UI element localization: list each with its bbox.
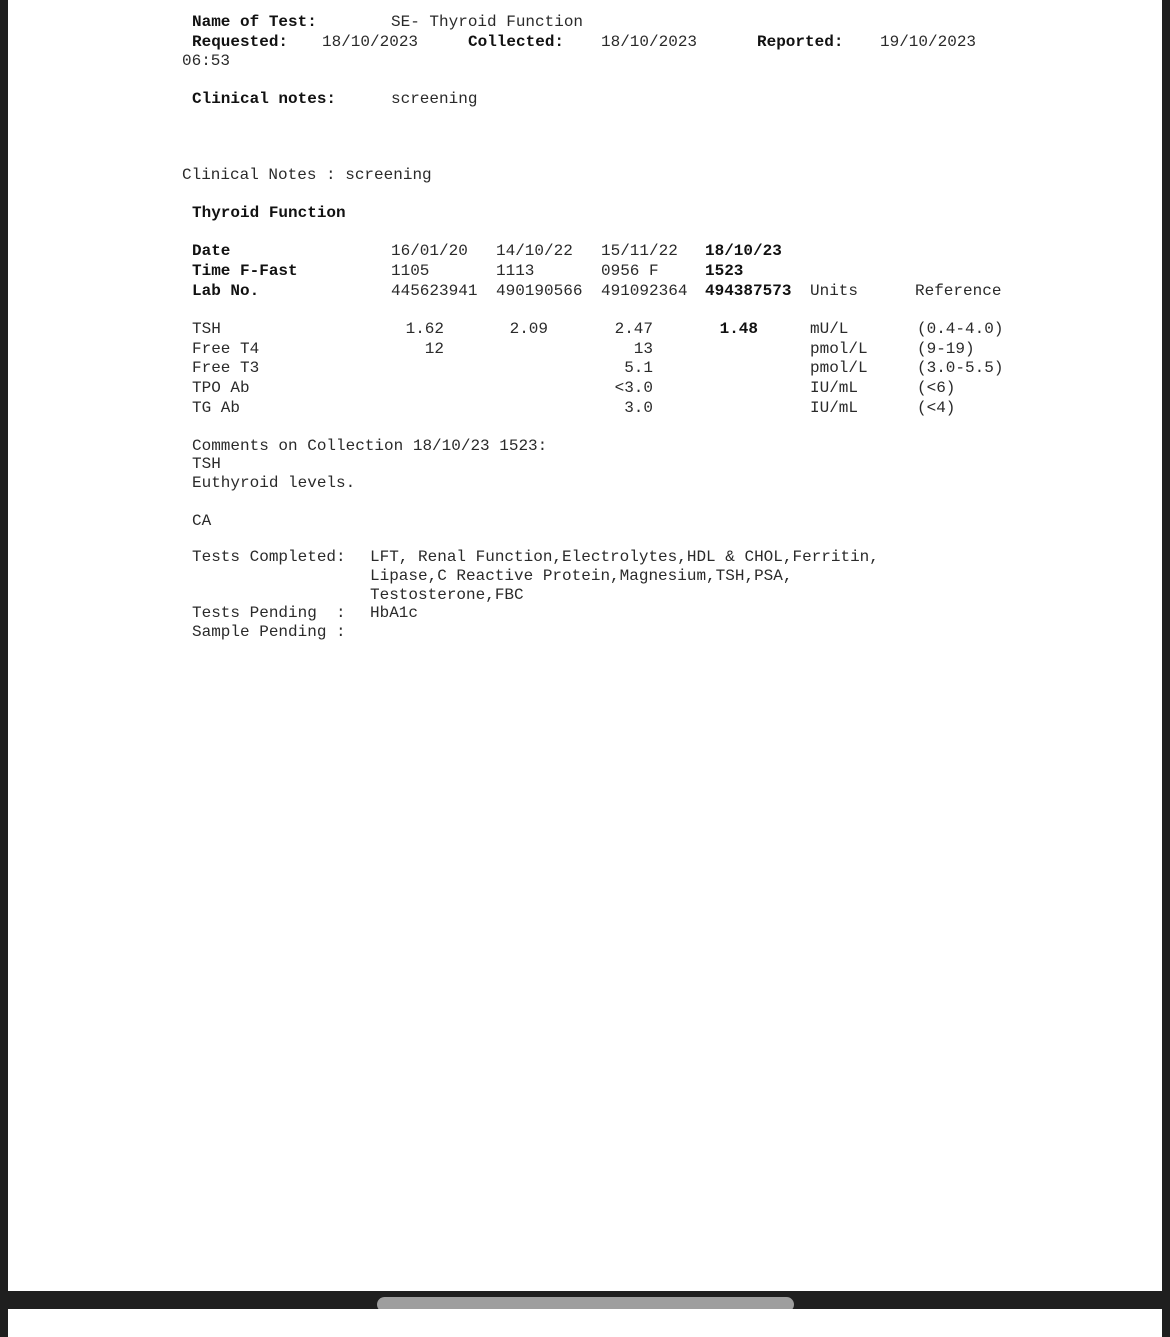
result-value: 2.47 [614, 320, 653, 338]
clinical-notes-value: screening [391, 90, 478, 108]
next-page-edge [8, 1309, 1162, 1337]
col4-lab-no: 494387573 [705, 282, 792, 300]
comments-initials: CA [192, 512, 212, 530]
col4-time: 1523 [705, 262, 744, 280]
row-label-lab-no: Lab No. [192, 282, 260, 300]
reference-header: Reference [915, 282, 1002, 300]
row-label-time: Time F-Fast [192, 262, 298, 280]
col1-time: 1105 [391, 262, 430, 280]
units-value: IU/mL [810, 379, 859, 397]
collected-date: 18/10/2023 [601, 33, 698, 51]
result-value: 5.1 [624, 359, 653, 377]
units-header: Units [810, 282, 859, 300]
result-value: 13 [633, 340, 653, 358]
col1-lab-no: 445623941 [391, 282, 478, 300]
units-value: IU/mL [810, 399, 859, 417]
result-value: 12 [424, 340, 444, 358]
comments-heading: Comments on Collection 18/10/23 1523: [192, 437, 548, 455]
reported-label: Reported: [757, 33, 844, 51]
name-of-test-label: Name of Test: [192, 13, 317, 31]
comments-line: Euthyroid levels. [192, 474, 356, 492]
result-value: 2.09 [509, 320, 548, 338]
result-value: <3.0 [614, 379, 653, 397]
tests-pending-label: Tests Pending : [192, 604, 346, 622]
col2-lab-no: 490190566 [496, 282, 583, 300]
tests-completed-label: Tests Completed: [192, 548, 346, 566]
col3-time: 0956 F [601, 262, 659, 280]
reference-range: (3.0-5.5) [917, 359, 1004, 377]
col2-date: 14/10/22 [496, 242, 573, 260]
report-page [8, 0, 1162, 1291]
reference-range: (0.4-4.0) [917, 320, 1004, 338]
result-value: 3.0 [624, 399, 653, 417]
col4-date: 18/10/23 [705, 242, 782, 260]
result-value: 1.62 [405, 320, 444, 338]
reported-date: 19/10/2023 [880, 33, 977, 51]
analyte-name: TG Ab [192, 399, 241, 417]
reference-range: (<4) [917, 399, 956, 417]
row-label-date: Date [192, 242, 231, 260]
analyte-name: TPO Ab [192, 379, 250, 397]
tests-completed-line: Testosterone,FBC [370, 586, 524, 604]
units-value: pmol/L [810, 359, 868, 377]
requested-label: Requested: [192, 33, 289, 51]
name-of-test-value: SE- Thyroid Function [391, 13, 584, 31]
window-frame-left [0, 0, 8, 1337]
reference-range: (9-19) [917, 340, 975, 358]
analyte-name: Free T3 [192, 359, 260, 377]
reference-range: (<6) [917, 379, 956, 397]
col3-date: 15/11/22 [601, 242, 678, 260]
analyte-name: Free T4 [192, 340, 260, 358]
sample-pending-label: Sample Pending : [192, 623, 346, 641]
col3-lab-no: 491092364 [601, 282, 688, 300]
analyte-name: TSH [192, 320, 221, 338]
clinical-notes-line: Clinical Notes : screening [182, 166, 432, 184]
tests-pending-value: HbA1c [370, 604, 419, 622]
units-value: pmol/L [810, 340, 868, 358]
requested-time: 06:53 [182, 52, 231, 70]
result-value-current: 1.48 [719, 320, 758, 338]
tests-completed-line: Lipase,C Reactive Protein,Magnesium,TSH,PSA, [370, 567, 793, 585]
section-title: Thyroid Function [192, 204, 346, 222]
col1-date: 16/01/20 [391, 242, 468, 260]
col2-time: 1113 [496, 262, 535, 280]
comments-line: TSH [192, 455, 221, 473]
window-frame-right [1162, 0, 1170, 1337]
tests-completed-line: LFT, Renal Function,Electrolytes,HDL & CHOL,Ferritin, [370, 548, 879, 566]
clinical-notes-label: Clinical notes: [192, 90, 337, 108]
units-value: mU/L [810, 320, 849, 338]
requested-date: 18/10/2023 [322, 33, 419, 51]
collected-label: Collected: [468, 33, 565, 51]
